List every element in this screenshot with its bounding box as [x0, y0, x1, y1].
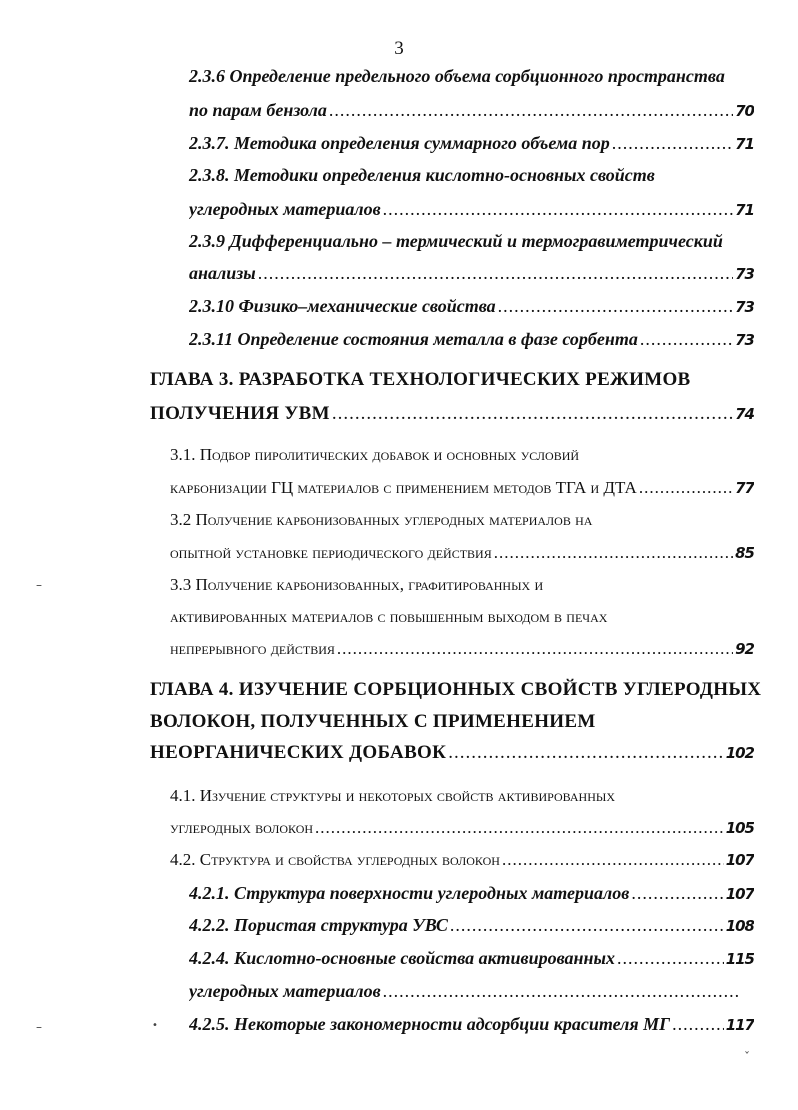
toc-entry-text: опытной установке периодического действия: [170, 543, 492, 562]
leader-dots: [329, 100, 733, 121]
toc-chapter-3-line1: ГЛАВА 3. РАЗРАБОТКА ТЕХНОЛОГИЧЕСКИХ РЕЖИМОВ: [150, 369, 691, 390]
leader-dots: [672, 1014, 724, 1035]
leader-dots: [450, 915, 724, 936]
toc-entry-3-2: [170, 543, 754, 563]
toc-entry-text: 2.3.11 Определение состояния металла в фазе сорбента: [189, 329, 638, 349]
toc-entry-text: НЕОРГАНИЧЕСКИХ ДОБАВОК: [150, 742, 447, 763]
toc-entry-2-3-7: [189, 133, 754, 154]
toc-entry-4-2-2: [189, 915, 754, 936]
toc-entry-text: анализы: [189, 263, 256, 283]
toc-entry-4-2-4: [189, 948, 754, 969]
toc-page-number: 115: [725, 950, 754, 968]
toc-entry-4-2: [170, 850, 754, 870]
toc-entry-text: 4.2. Структура и свойства углеродных волокон: [170, 850, 500, 869]
toc-entry-2-3-6: [189, 100, 754, 121]
scan-mark: ˇ: [744, 1050, 750, 1064]
leader-dots: [494, 543, 733, 563]
toc-page-number: 73: [735, 331, 754, 349]
toc-chapter-3: [150, 403, 754, 425]
toc-entry-3-3-line2: активированных материалов с повышенным выходом в печах: [170, 607, 608, 626]
toc-entry-4-2-4-cont: [189, 981, 740, 1002]
toc-chapter-4-line2: ВОЛОКОН, ПОЛУЧЕННЫХ С ПРИМЕНЕНИЕМ: [150, 711, 596, 732]
toc-entry-text: 4.2.2. Пористая структура УВС: [189, 915, 448, 935]
toc-page-number: 73: [735, 265, 754, 283]
toc-entry-3-3: [170, 639, 754, 659]
toc-entry-3-3-line1: 3.3 Получение карбонизованных, графитированных и: [170, 575, 544, 594]
leader-dots: [258, 263, 733, 284]
toc-chapter-4-line1: ГЛАВА 4. ИЗУЧЕНИЕ СОРБЦИОННЫХ СВОЙСТВ УГЛЕРОДНЫХ: [150, 679, 762, 700]
toc-page-number: 102: [725, 744, 754, 762]
toc-entry-text: углеродных материалов: [189, 981, 381, 1001]
leader-dots: [448, 742, 723, 764]
toc-page-number: 70: [735, 102, 754, 120]
leader-dots: [617, 948, 724, 969]
toc-entry-text: ПОЛУЧЕНИЯ УВМ: [150, 403, 330, 424]
toc-entry-2-3-6-line1: 2.3.6 Определение предельного объема сорбционного пространства: [189, 66, 725, 86]
toc-entry-2-3-8: [189, 199, 754, 220]
toc-page-number: 77: [735, 479, 754, 497]
leader-dots: [332, 403, 733, 425]
toc-entry-3-1: [170, 478, 754, 498]
leader-dots: [383, 199, 733, 220]
toc-entry-3-1-line1: 3.1. Подбор пиролитических добавок и основных условий: [170, 445, 580, 464]
toc-entry-2-3-9-line1: 2.3.9 Дифференциально – термический и термогравиметрический: [189, 231, 723, 251]
toc-page-number: 117: [725, 1016, 754, 1034]
leader-dots: [612, 133, 733, 154]
toc-page-number: 107: [725, 851, 754, 869]
toc-entry-text: карбонизации ГЦ материалов с применением методов ТГА и ДТА: [170, 478, 637, 497]
page-number: 3: [394, 38, 404, 59]
leader-dots: [337, 639, 733, 659]
toc-entry-4-2-1: [189, 883, 754, 904]
scan-mark: –: [36, 578, 42, 592]
leader-dots: [631, 883, 723, 904]
toc-entry-text: углеродных волокон: [170, 818, 314, 837]
leader-dots: [639, 478, 733, 498]
toc-entry-3-2-line1: 3.2 Получение карбонизованных углеродных материалов на: [170, 510, 593, 529]
toc-page-number: 71: [735, 201, 754, 219]
toc-entry-2-3-11: [189, 329, 754, 350]
toc-entry-2-3-10: [189, 296, 754, 317]
toc-entry-2-3-9: [189, 263, 754, 284]
toc-entry-text: 4.2.1. Структура поверхности углеродных материалов: [189, 883, 630, 903]
toc-entry-4-1-line1: 4.1. Изучение структуры и некоторых свойств активированных: [170, 786, 616, 805]
toc-chapter-4: [150, 742, 754, 764]
scan-mark: •: [152, 1020, 158, 1031]
toc-entry-text: по парам бензола: [189, 100, 327, 120]
toc-entry-2-3-8-line1: 2.3.8. Методики определения кислотно-основных свойств: [189, 165, 655, 185]
leader-dots: [315, 818, 724, 838]
toc-entry-4-2-5: [189, 1014, 754, 1035]
toc-entry-text: непрерывного действия: [170, 639, 335, 658]
toc-entry-text: 2.3.7. Методика определения суммарного объема пор: [189, 133, 610, 153]
toc-page-number: 108: [725, 917, 754, 935]
leader-dots: [640, 329, 733, 350]
toc-entry-text: 2.3.10 Физико–механические свойства: [189, 296, 496, 316]
toc-page-number: 105: [725, 819, 754, 837]
leader-dots: [498, 296, 733, 317]
toc-page-number: 74: [735, 405, 754, 423]
toc-page-number: 107: [725, 885, 754, 903]
toc-page-number: 85: [735, 544, 754, 562]
leader-dots: [502, 850, 724, 870]
toc-entry-text: углеродных материалов: [189, 199, 381, 219]
scan-mark: –: [36, 1020, 42, 1034]
toc-page-number: 71: [735, 135, 754, 153]
toc-entry-text: 4.2.5. Некоторые закономерности адсорбции красителя МГ: [189, 1014, 671, 1034]
toc-entry-text: 4.2.4. Кислотно-основные свойства активированных: [189, 948, 615, 968]
leader-dots: [383, 981, 738, 1002]
toc-page-number: 73: [735, 298, 754, 316]
toc-page-number: 92: [735, 640, 754, 658]
toc-entry-4-1: [170, 818, 754, 838]
